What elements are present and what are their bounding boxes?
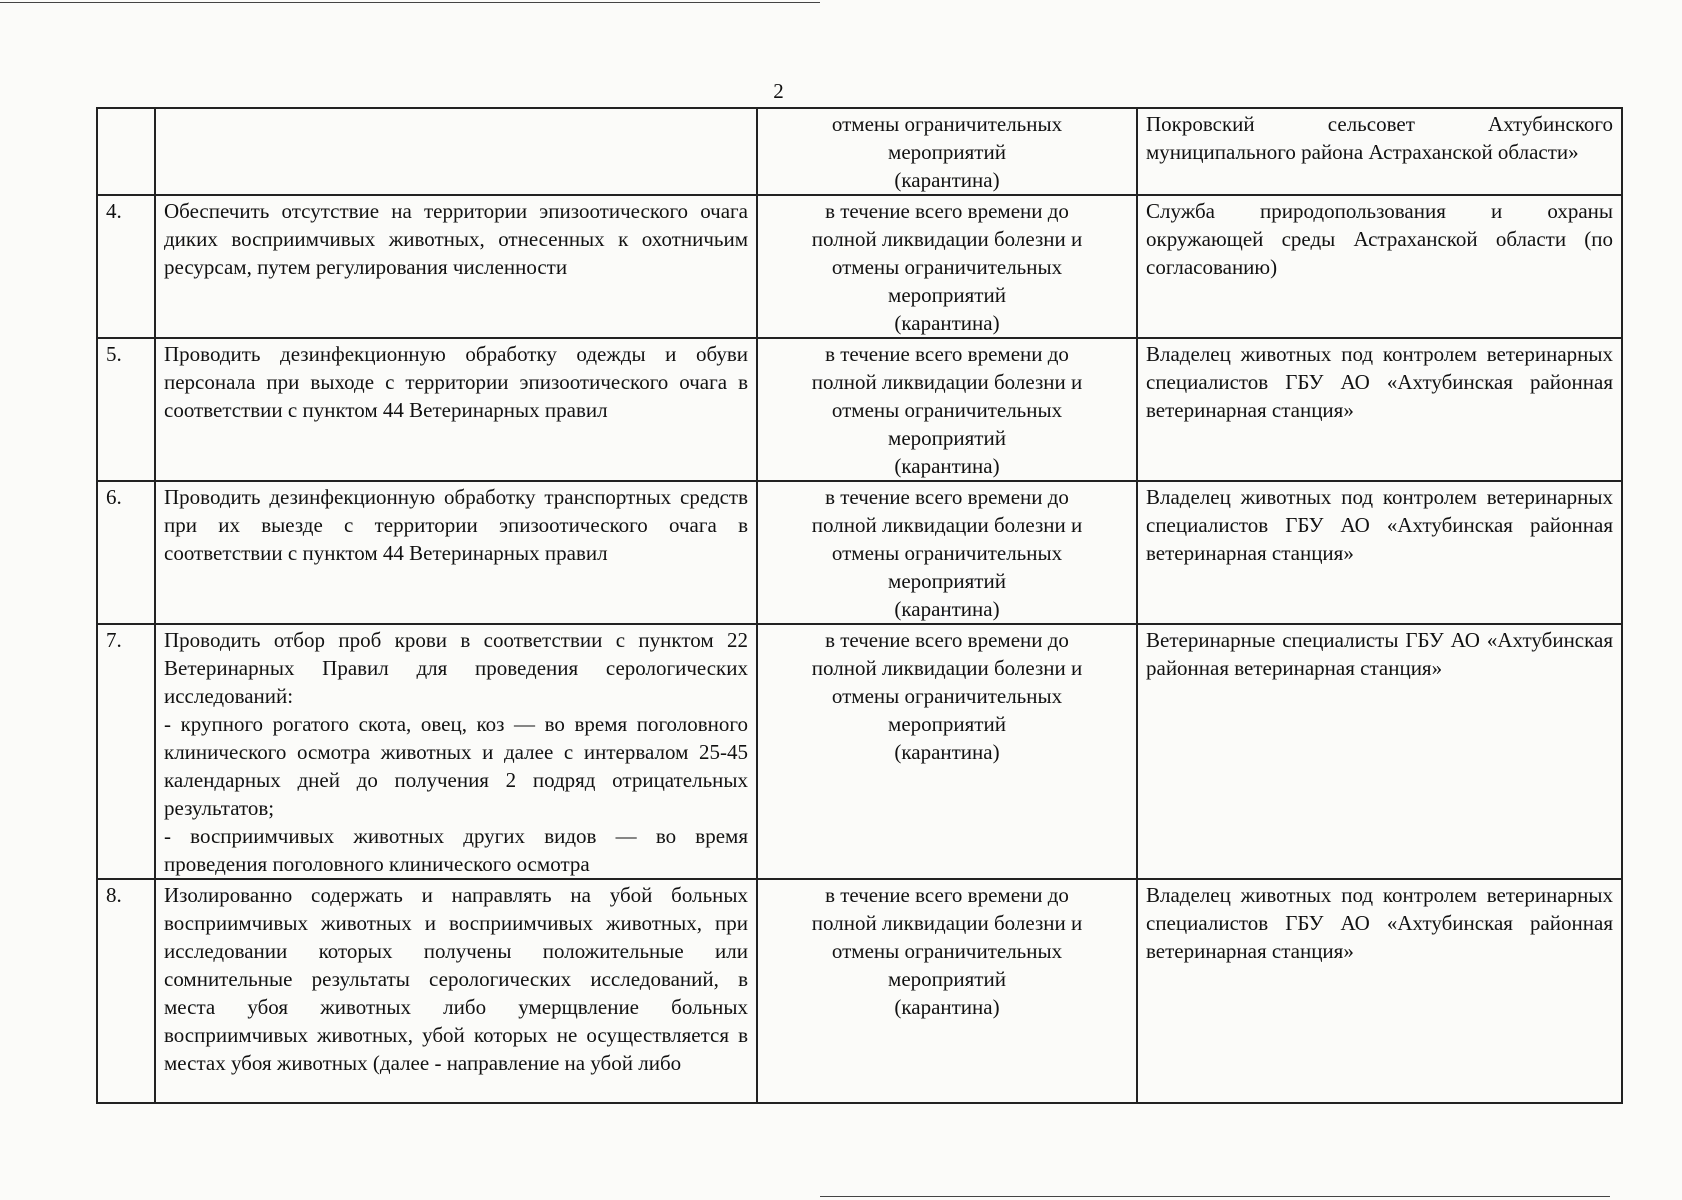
event-cell xyxy=(155,108,757,195)
row-number: 6. xyxy=(97,481,155,624)
term-cell xyxy=(757,879,1137,1103)
term-line: отмены ограничительных xyxy=(831,112,1063,136)
term-line: (карантина) xyxy=(894,995,1000,1019)
event-cell xyxy=(155,481,757,624)
responsible-cell: Покровский сельсовет Ахтубинского муниципального района Астраханской области» xyxy=(1137,108,1622,195)
event-text: Проводить отбор проб крови в соответствии с пунктом 22 Ветеринарных Правил для проведения серологических исследований: xyxy=(164,628,748,708)
term-cell xyxy=(757,195,1137,338)
table-row xyxy=(97,481,1622,624)
term-line: отмены ограничительных xyxy=(831,684,1063,708)
table-row xyxy=(97,338,1622,481)
event-text: - крупного рогатого скота, овец, коз — во время поголовного клинического осмотра животных и далее с интервалом 25-45 календарных дней до получения 2 подряд отрицательных результатов; xyxy=(164,712,748,820)
responsible-cell: Владелец животных под контролем ветеринарных специалистов ГБУ АО «Ахтубинская районная ветеринарная станция» xyxy=(1137,338,1622,481)
event-cell xyxy=(155,879,757,1103)
term-line: мероприятий xyxy=(888,283,1006,307)
row-number: 4. xyxy=(97,195,155,338)
term-cell xyxy=(757,338,1137,481)
term-line: мероприятий xyxy=(888,426,1006,450)
term-line: (карантина) xyxy=(894,597,1000,621)
event-cell xyxy=(155,338,757,481)
term-line: в течение всего времени до xyxy=(825,883,1069,907)
term-cell xyxy=(757,108,1137,195)
row-number: 5. xyxy=(97,338,155,481)
term-line: отмены ограничительных xyxy=(831,255,1063,279)
event-text: - восприимчивых животных других видов — во время проведения поголовного клинического осмотра xyxy=(164,824,748,876)
term-line: полной ликвидации болезни и xyxy=(811,656,1083,680)
table-body xyxy=(97,108,1622,1103)
term-line: мероприятий xyxy=(888,712,1006,736)
table-row xyxy=(97,879,1622,1103)
event-text: Проводить дезинфекционную обработку одежды и обуви персонала при выходе с территории эпизоотического очага в соответствии с пунктом 44 Ветеринарных правил xyxy=(164,342,748,422)
term-line: (карантина) xyxy=(894,454,1000,478)
term-line: (карантина) xyxy=(894,740,1000,764)
term-cell xyxy=(757,481,1137,624)
term-line: (карантина) xyxy=(894,311,1000,335)
table-row xyxy=(97,195,1622,338)
row-number: 7. xyxy=(97,624,155,879)
table-row xyxy=(97,108,1622,195)
measures-table xyxy=(96,107,1623,1104)
term-line: мероприятий xyxy=(888,569,1006,593)
event-cell xyxy=(155,624,757,879)
event-text: Проводить дезинфекционную обработку транспортных средств при их выезде с территории эпизоотического очага в соответствии с пунктом 44 Ветеринарных правил xyxy=(164,485,748,565)
responsible-cell: Служба природопользования и охраны окружающей среды Астраханской области (по согласованию) xyxy=(1137,195,1622,338)
term-line: полной ликвидации болезни и xyxy=(811,227,1083,251)
term-line: полной ликвидации болезни и xyxy=(811,911,1083,935)
row-number: 8. xyxy=(97,879,155,1103)
term-line: отмены ограничительных xyxy=(831,939,1063,963)
term-line: полной ликвидации болезни и xyxy=(811,370,1083,394)
row-number xyxy=(97,108,155,195)
term-line: полной ликвидации болезни и xyxy=(811,513,1083,537)
term-line: в течение всего времени до xyxy=(825,628,1069,652)
event-text: Обеспечить отсутствие на территории эпизоотического очага диких восприимчивых животных, отнесенных к охотничьим ресурсам, путем регулирования численности xyxy=(164,199,748,279)
event-cell xyxy=(155,195,757,338)
responsible-cell: Владелец животных под контролем ветеринарных специалистов ГБУ АО «Ахтубинская районная ветеринарная станция» xyxy=(1137,879,1622,1103)
table-row xyxy=(97,624,1622,879)
term-cell xyxy=(757,624,1137,879)
term-line: в течение всего времени до xyxy=(825,199,1069,223)
term-line: отмены ограничительных xyxy=(831,541,1063,565)
responsible-cell: Владелец животных под контролем ветеринарных специалистов ГБУ АО «Ахтубинская районная ветеринарная станция» xyxy=(1137,481,1622,624)
term-line: мероприятий xyxy=(888,140,1006,164)
term-line: в течение всего времени до xyxy=(825,342,1069,366)
term-line: отмены ограничительных xyxy=(831,398,1063,422)
term-line: в течение всего времени до xyxy=(825,485,1069,509)
term-line: мероприятий xyxy=(888,967,1006,991)
responsible-cell: Ветеринарные специалисты ГБУ АО «Ахтубинская районная ветеринарная станция» xyxy=(1137,624,1622,879)
page-number: 2 xyxy=(773,79,784,103)
term-line: (карантина) xyxy=(894,168,1000,192)
scan-edge-top xyxy=(0,2,820,3)
event-text: Изолированно содержать и направлять на убой больных восприимчивых животных и восприимчивых животных, при исследовании которых получены положительные или сомнительные результаты серологических исследований, в места убоя животных либо умерщвление больных восприимчивых животных, убой которых не осуществляется в местах убоя животных (далее - направление на убой либо xyxy=(164,883,748,1075)
scan-edge-bottom xyxy=(820,1196,1610,1197)
